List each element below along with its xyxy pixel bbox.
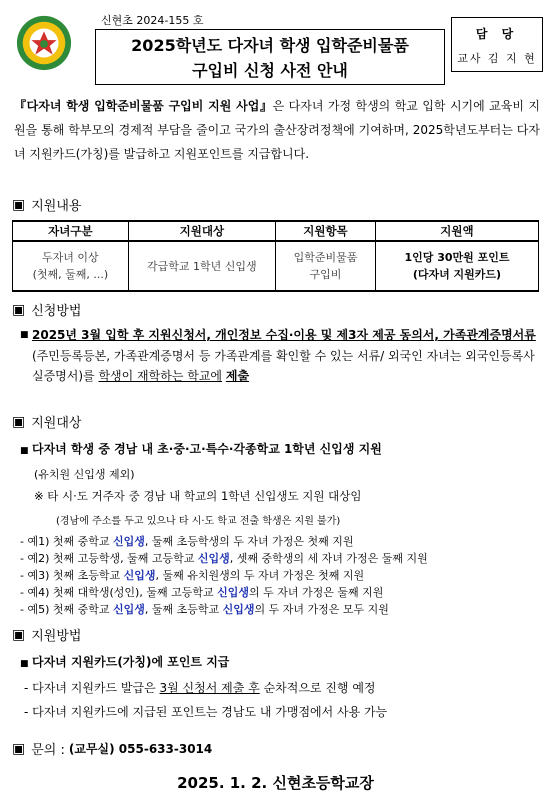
- title-line-2: 구입비 신청 사전 안내: [192, 61, 348, 80]
- intro-text: 은 다자녀 가정 학생의 학교 입학 시기에 교육비 지원을 통해 학부모의 경제적 부담을 줄이고 국가의 출산장려정책에 기여하며, 2025학년도부터는 다자녀 지원카드(가칭)를 발급하고 지원포인트를 지급합니다.: [14, 99, 540, 161]
- document-title: [95, 29, 445, 85]
- method-line-2: - 다자녀 지원카드에 지급된 포인트는 경남도 내 가맹점에서 사용 가능: [24, 705, 388, 719]
- target-example-3: - 예3) 첫째 초등학교 신입생, 둘째 유치원생의 두 자녀 가정은 첫째 지원: [20, 569, 365, 582]
- target-example-5: - 예5) 첫째 중학교 신입생, 둘째 초등학교 신입생의 두 자녀 가정은 모두 지원: [20, 603, 389, 616]
- small-square-bullet-icon: ■: [20, 446, 29, 456]
- table-cell-child-type: 두자녀 이상 (첫째, 둘째, ...): [13, 241, 129, 291]
- apply-docs-note: (주민등록등본, 가족관계증명서 등 가족관계를 확인할 수 있는 서류/ 외국인 자녀는 외국인등록사실증명서)를: [32, 348, 535, 383]
- target-example-1: - 예1) 첫째 중학교 신입생, 둘째 초등학생의 두 자녀 가정은 첫째 지원: [20, 535, 354, 548]
- table-header-cell: 자녀구분: [13, 221, 129, 241]
- table-header-cell: 지원항목: [275, 221, 375, 241]
- support-table: [12, 220, 539, 292]
- square-bullet-icon: ▣: [12, 626, 26, 643]
- table-cell-item: 입학준비물품 구입비: [275, 241, 375, 291]
- contact-label: 문의 :: [31, 743, 65, 758]
- square-bullet-icon: ▣: [12, 301, 26, 318]
- document-header: [11, 8, 541, 84]
- method-line-1: - 다자녀 지원카드 발급은 3월 신청서 제출 후 순차적으로 진행 예정: [24, 681, 376, 695]
- person-in-charge-box: [451, 17, 543, 72]
- school-emblem-logo: [15, 14, 73, 72]
- square-bullet-icon: ▣: [12, 413, 26, 430]
- contact-info: [12, 739, 212, 758]
- section-heading-method: ▣ 지원방법: [12, 626, 82, 644]
- small-square-bullet-icon: ■: [20, 659, 29, 669]
- person-in-charge-label: 담 당: [475, 27, 519, 41]
- person-in-charge-name: 교사 김 지 현: [457, 52, 537, 65]
- intro-paragraph: [14, 94, 540, 166]
- apply-submit: 제출: [225, 369, 250, 383]
- program-name: 『다자녀 학생 입학준비물품 구입비 지원 사업』: [14, 99, 273, 113]
- table-cell-target: 각급학교 1학년 신입생: [128, 241, 275, 291]
- target-note-2: ※ 타 시·도 거주자 중 경남 내 학교의 1학년 신입생도 지원 대상임: [34, 489, 362, 503]
- apply-submit-place: 학생이 재학하는 학교에: [98, 369, 223, 383]
- apply-method-text: [20, 325, 538, 387]
- target-note-1: (유치원 신입생 제외): [34, 468, 135, 481]
- small-square-bullet-icon: ■: [20, 330, 29, 340]
- square-bullet-icon: ▣: [12, 740, 26, 757]
- section-heading-content: ▣ 지원내용: [12, 196, 82, 214]
- issuer-date-signature: 2025. 1. 2. 신현초등학교장: [177, 774, 374, 792]
- apply-required-docs: 2025년 3월 입학 후 지원신청서, 개인정보 수집·이용 및 제3자 제공 동의서, 가족관계증명서류: [32, 328, 536, 342]
- table-header-row: [13, 221, 539, 241]
- target-note-3: (경남에 주소를 두고 있으나 타 시·도 학교 전출 학생은 지원 불가): [56, 516, 341, 527]
- target-example-2: - 예2) 첫째 고등학생, 둘째 고등학교 신입생, 셋째 중학생의 세 자녀 가정은 둘째 지원: [20, 552, 428, 565]
- table-header-cell: 지원액: [375, 221, 538, 241]
- section-heading-apply: ▣ 신청방법: [12, 301, 82, 319]
- table-header-cell: 지원대상: [128, 221, 275, 241]
- target-main: ■ 다자녀 학생 중 경남 내 초·중·고·특수·각종학교 1학년 신입생 지원: [20, 438, 382, 462]
- section-heading-target: ▣ 지원대상: [12, 413, 82, 431]
- contact-phone: (교무실) 055-633-3014: [68, 742, 213, 756]
- title-line-1: 2025학년도 다자녀 학생 입학준비물품: [131, 36, 409, 55]
- table-row: [13, 241, 539, 291]
- method-main: ■ 다자녀 지원카드(가칭)에 포인트 지급: [20, 651, 229, 675]
- square-bullet-icon: ▣: [12, 196, 26, 213]
- target-example-4: - 예4) 첫째 대학생(성인), 둘째 고등학교 신입생의 두 자녀 가정은 둘째 지원: [20, 586, 384, 599]
- table-cell-amount: 1인당 30만원 포인트 (다자녀 지원카드): [375, 241, 538, 291]
- document-number: 신현초 2024-155 호: [101, 14, 204, 27]
